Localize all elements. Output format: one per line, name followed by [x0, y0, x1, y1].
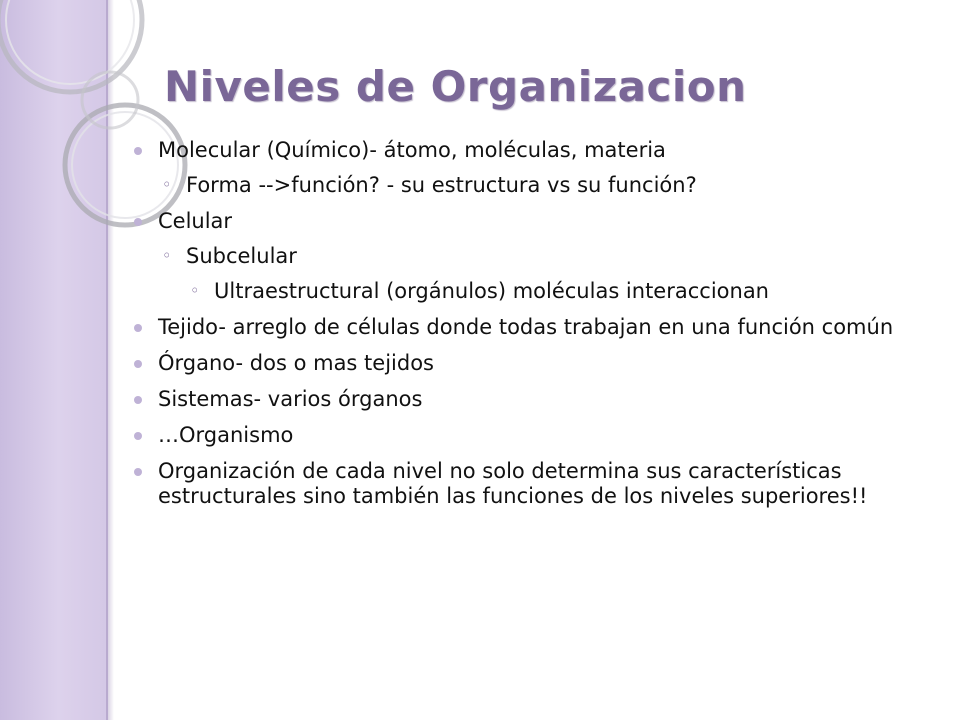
bullet-list	[130, 138, 920, 509]
list-item: …Organismo	[130, 423, 920, 448]
side-band	[0, 0, 108, 720]
list-item: Celular	[130, 209, 920, 234]
list-item: ◦ Forma -->función? - su estructura vs su función?	[130, 173, 920, 198]
slide-title: Niveles de Organizacion	[164, 62, 747, 111]
list-item: Órgano- dos o mas tejidos	[130, 351, 920, 376]
list-item: Sistemas- varios órganos	[130, 387, 920, 412]
list-item: ◦ Ultraestructural (orgánulos) moléculas interaccionan	[130, 279, 920, 304]
list-item: Molecular (Químico)- átomo, moléculas, materia	[130, 138, 920, 163]
list-item: ◦ Subcelular	[130, 244, 920, 269]
highlighted-list-item: Organización de cada nivel no solo determina sus características estructurales sino también las funciones de los niveles superiores!!	[130, 459, 920, 509]
list-item: Tejido- arreglo de células donde todas trabajan en una función común	[130, 315, 920, 340]
